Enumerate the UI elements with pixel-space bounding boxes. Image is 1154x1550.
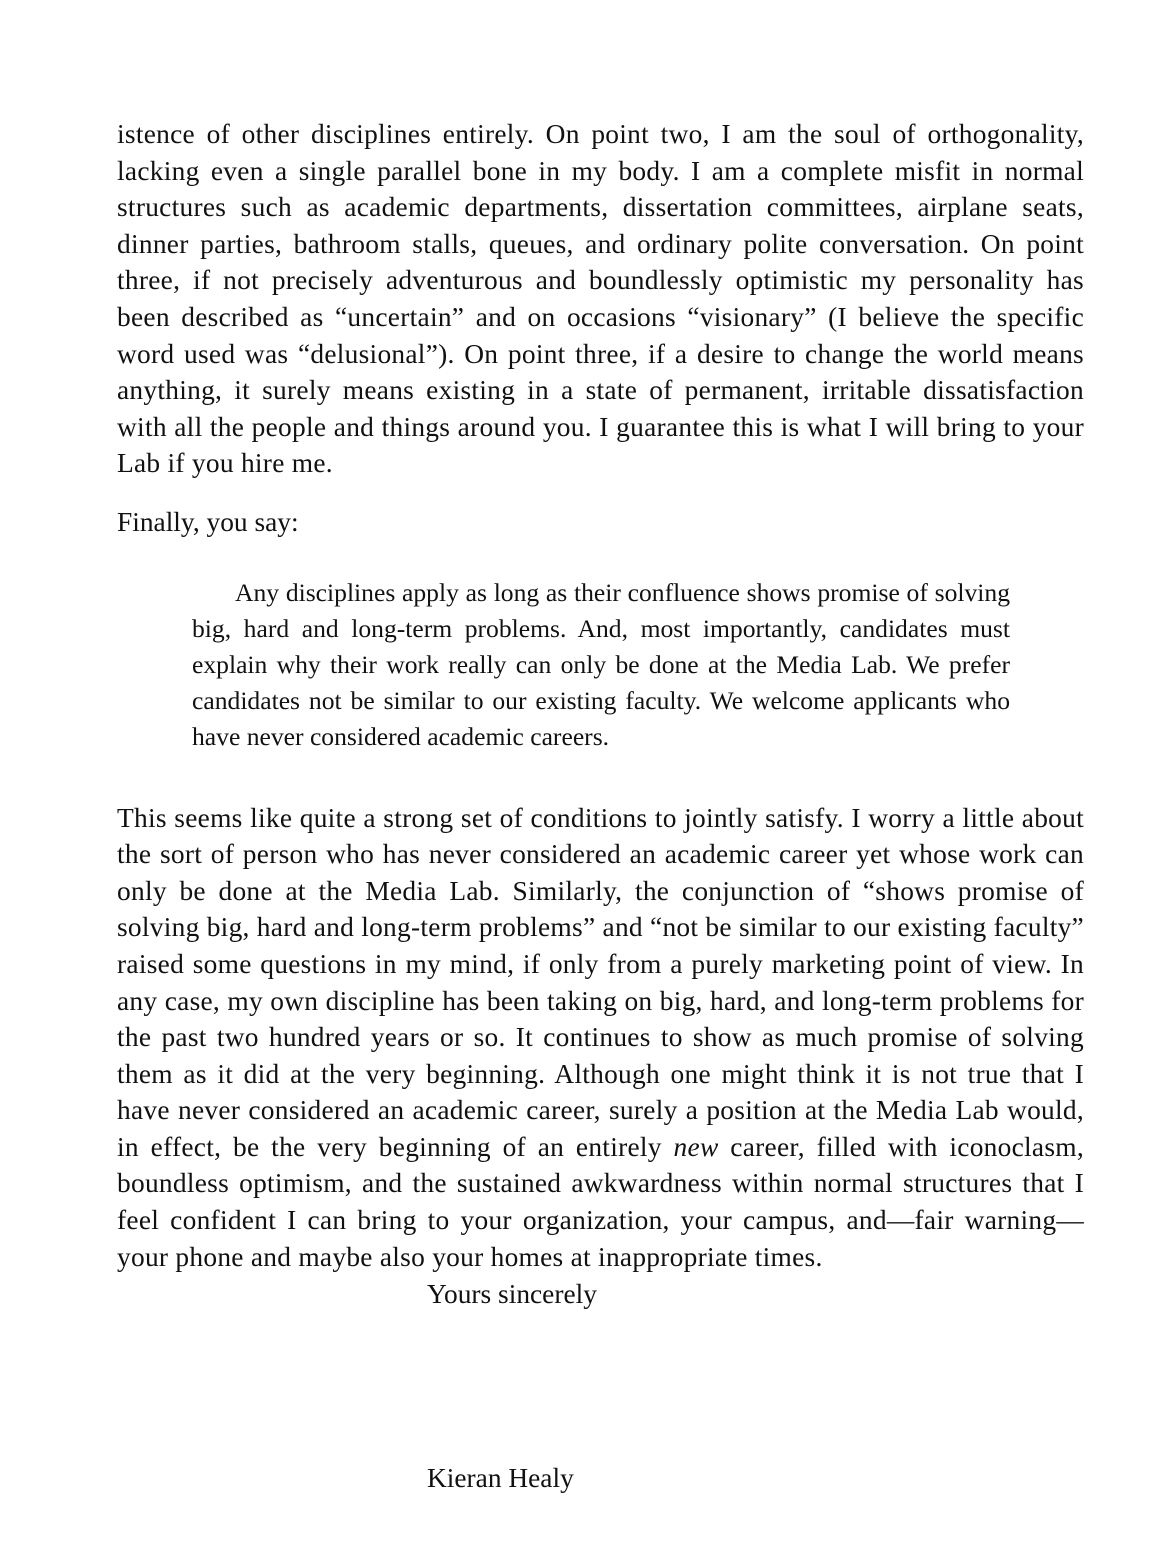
signoff-text: Yours sincerely (427, 1279, 597, 1309)
closing-paragraph-part-1: This seems like quite a strong set of conditions to jointly satisfy. I worry a little about the sort of person who has never considered an academic career yet whose work can only be done at the Media Lab. Similarly, the conjunction of “shows promise of solving big, hard and long-term problems” and “not be similar to our existing faculty” raised some questions in my mind, if only from a purely marketing point of view. In any case, my own discipline has been taking on big, hard, and long-term problems for the past two hundred years or so. It continues to show as much promise of solving them as it did at the very beginning. Although one might think it is not true that I have never considered an academic career, surely a position at the Media Lab would, in effect, be the very beginning of an entirely (117, 802, 1084, 1162)
blockquote-quoted-text: Any disciplines apply as long as their confluence shows promise of solving big, hard and long-term problems. And, most importantly, candidates must explain why their work really can only be done at the Media Lab. We prefer candidates not be similar to our existing faculty. We welcome applicants who have never considered academic careers. (192, 577, 1010, 752)
emphasized-word-new: new (673, 1131, 719, 1162)
closing-paragraph (117, 800, 1084, 1276)
signoff-block (427, 1276, 1027, 1313)
closing-paragraph-part-2: career, filled with iconoclasm, boundless optimism, and the sustained awkwardness within normal structures that I feel confident I can bring to your organization, your campus, and—fair warning—your phone and maybe also your homes at inappropriate times. (117, 1131, 1085, 1272)
paragraph-continuation: istence of other disciplines entirely. On point two, I am the soul of orthogonality, lacking even a single parallel bone in my body. I am a complete misfit in normal structures such as academic departments, dissertation committees, airplane seats, dinner parties, bathroom stalls, queues, and ordinary polite conversation. On point three, if not precisely adventurous and boundlessly optimistic my personality has been described as “uncertain” and on occasions “visionary” (I believe the specific word used was “delusional”). On point three, if a desire to change the world means anything, it surely means existing in a state of permanent, irritable dissatisfaction with all the people and things around you. I guarantee this is what I will bring to your Lab if you hire me. (117, 119, 1084, 479)
signature-block (427, 1460, 1027, 1497)
document-text-body (117, 116, 1084, 1275)
blockquote-container (117, 575, 1084, 756)
lead-in-line: Finally, you say: (117, 506, 299, 537)
signature-name: Kieran Healy (427, 1463, 574, 1493)
